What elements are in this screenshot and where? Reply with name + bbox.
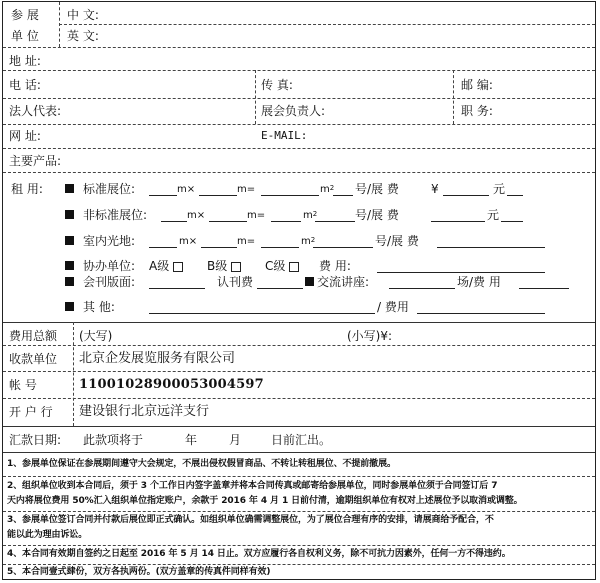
- length-blank: [161, 221, 187, 222]
- area-blank: [261, 247, 299, 248]
- journal-blank: [149, 288, 205, 289]
- booth-fee-label: 号/展 费: [375, 234, 419, 248]
- note-5: 5、本合同壹式肆份，双方各执两份。(双方盖章的传真件同样有效): [7, 567, 271, 577]
- bullet-square-icon: [65, 210, 74, 219]
- seminar-fee-label: 场/费 用: [457, 275, 501, 289]
- area-blank: [271, 221, 301, 222]
- fee-blank: [443, 195, 489, 196]
- standard-booth-item: [65, 182, 74, 194]
- legal-rep-label: 法人代表:: [9, 104, 62, 118]
- m-times-label: m×: [179, 236, 198, 247]
- grade-b-option[interactable]: B级: [207, 260, 241, 272]
- grade-c-option[interactable]: C级: [265, 260, 299, 272]
- booth-number-blank: [333, 195, 353, 196]
- area-blank: [261, 195, 319, 196]
- bullet-square-icon: [65, 277, 74, 286]
- row-line: [3, 371, 595, 372]
- note-4: 4、本合同有效期自签约之日起至 2016 年 5 月 14 日止。双方应履行各自权利义务，除不可抗力因素外，任何一方不得违约。: [7, 549, 511, 559]
- square-meter-label: $m^2$: [301, 236, 316, 247]
- bank-value: 建设银行北京远洋支行: [79, 404, 210, 419]
- checkbox-icon[interactable]: [231, 262, 241, 272]
- payee-label: 收款单位: [9, 352, 58, 366]
- booth-number-blank: [315, 221, 355, 222]
- other-label: 其 他:: [83, 300, 115, 314]
- row-line: [3, 98, 595, 99]
- note-3: 3、参展单位签订合同并付款后展位即正式确认。如组织单位确需调整展位，为了展位合理有序的安排，请展商给予配合，不: [7, 515, 494, 525]
- width-blank: [201, 247, 237, 248]
- seminar-fee-blank: [519, 288, 569, 289]
- remit-day-text: 日前汇出。: [271, 433, 332, 447]
- postcode-label: 邮 编:: [461, 78, 493, 92]
- currency-symbol: ¥: [431, 182, 439, 196]
- column-divider: [255, 70, 256, 124]
- indoor-space-label: 室内光地:: [83, 234, 136, 248]
- address-label: 地 址:: [9, 54, 41, 68]
- row-line: [3, 564, 595, 565]
- row-line: [3, 398, 595, 399]
- total-fee-uppercase: (大写): [79, 329, 113, 343]
- checkbox-icon[interactable]: [289, 262, 299, 272]
- main-products-label: 主要产品:: [9, 154, 62, 168]
- total-fee-lowercase: (小写)¥:: [347, 329, 393, 343]
- row-line: [3, 476, 595, 477]
- exhibitor-row-line: [59, 24, 595, 25]
- exhibitor-english-label: 英 文:: [67, 29, 99, 43]
- non-standard-booth-label: 非标准展位:: [83, 208, 148, 222]
- journal-label: 会刊版面:: [83, 275, 136, 289]
- remit-date-label: 汇款日期:: [9, 433, 62, 447]
- co-organizer-label: 协办单位:: [83, 259, 136, 273]
- journal-item: [65, 275, 74, 287]
- website-label: 网 址:: [9, 129, 41, 143]
- standard-booth-label: 标准展位:: [83, 182, 136, 196]
- m-equals-label: m=: [247, 210, 266, 221]
- booth-fee-label: 号/展 费: [355, 182, 399, 196]
- other-fee-blank: [417, 313, 545, 314]
- fee-tail-blank: [501, 221, 523, 222]
- yuan-label: 元: [487, 208, 500, 222]
- checkbox-icon[interactable]: [173, 262, 183, 272]
- email-label: E-MAIL:: [261, 129, 308, 142]
- bullet-square-icon: [65, 236, 74, 245]
- square-meter-label: $m^2$: [303, 210, 318, 221]
- m-equals-label: m=: [237, 236, 256, 247]
- width-blank: [199, 195, 237, 196]
- exhibitor-label-bottom: 单 位: [11, 29, 39, 43]
- row-line: [3, 511, 595, 512]
- label-column-divider: [73, 322, 74, 426]
- note-2: 2、组织单位收到本合同后，须于 3 个工作日内签字盖章并将本合同传真或邮寄给参展单位，同时参展单位须于合同签订后 7: [7, 481, 498, 491]
- remit-month-label: 月: [229, 433, 242, 447]
- fee-blank: [437, 247, 545, 248]
- position-label: 职 务:: [461, 104, 493, 118]
- row-line: [3, 345, 595, 346]
- co-organizer-item: [65, 259, 74, 271]
- fee-tail-blank: [507, 195, 523, 196]
- bank-label: 开 户 行: [9, 405, 53, 419]
- co-organizer-fee-label: 费 用:: [319, 259, 351, 273]
- row-line: [3, 70, 595, 71]
- width-blank: [209, 221, 247, 222]
- bullet-square-icon: [65, 302, 74, 311]
- row-line: [3, 124, 595, 125]
- exhibition-contract-form: [2, 1, 596, 580]
- exhibitor-label-top: 参 展: [11, 8, 39, 22]
- m-times-label: m×: [177, 184, 196, 195]
- total-fee-label: 费用总额: [9, 329, 58, 343]
- row-line: [3, 426, 595, 427]
- seminar-item: [305, 275, 314, 287]
- m-times-label: m×: [187, 210, 206, 221]
- non-standard-booth-item: [65, 208, 74, 220]
- booth-fee-label: 号/展 费: [355, 208, 399, 222]
- length-blank: [149, 247, 177, 248]
- bullet-square-icon: [65, 261, 74, 270]
- seminar-blank: [389, 288, 455, 289]
- booth-number-blank: [313, 247, 373, 248]
- exhibitor-chinese-label: 中 文:: [67, 8, 99, 22]
- bullet-square-icon: [65, 184, 74, 193]
- fee-blank: [431, 221, 485, 222]
- square-meter-label: $m^2$: [320, 184, 335, 195]
- payee-value: 北京企发展览服务有限公司: [79, 351, 236, 366]
- other-item: [65, 300, 74, 312]
- row-line: [3, 545, 595, 546]
- row-line: [3, 47, 595, 48]
- yuan-label: 元: [493, 182, 506, 196]
- account-label: 帐 号: [9, 378, 37, 392]
- other-blank: [149, 313, 375, 314]
- note-3-continued: 能以此为理由诉讼。: [7, 530, 88, 540]
- grade-a-option[interactable]: A级: [149, 260, 183, 272]
- seminar-label: 交流讲座:: [317, 275, 370, 289]
- column-divider: [453, 70, 454, 124]
- note-1: 1、参展单位保证在参展期间遵守大会规定，不展出侵权假冒商品、不转让转租展位、不提前撤展。: [7, 459, 396, 469]
- section-line: [3, 322, 595, 323]
- section-line: [3, 452, 595, 453]
- journal-fee-blank: [257, 288, 303, 289]
- journal-fee-label: 认刊费: [217, 275, 254, 289]
- phone-label: 电 话:: [9, 78, 41, 92]
- note-2-continued: 天内将展位费用 50%汇入组织单位指定账户，余款于 2016 年 4 月 1 日前付清，逾期组织单位有权对上述展位予以取消或调整。: [7, 496, 523, 506]
- remit-year-label: 年: [185, 433, 198, 447]
- other-fee-label: / 费用: [377, 300, 409, 314]
- rental-label: 租 用:: [11, 182, 43, 196]
- fee-blank: [377, 272, 545, 273]
- account-number: 11001028900053004597: [79, 377, 264, 392]
- length-blank: [149, 195, 177, 196]
- exhibition-manager-label: 展会负责人:: [261, 104, 326, 118]
- m-equals-label: m=: [237, 184, 256, 195]
- row-line: [3, 172, 595, 173]
- row-line: [3, 148, 595, 149]
- remit-date-text: 此款项将于: [83, 433, 144, 447]
- bullet-square-icon: [305, 277, 314, 286]
- fax-label: 传 真:: [261, 78, 293, 92]
- indoor-space-item: [65, 234, 74, 246]
